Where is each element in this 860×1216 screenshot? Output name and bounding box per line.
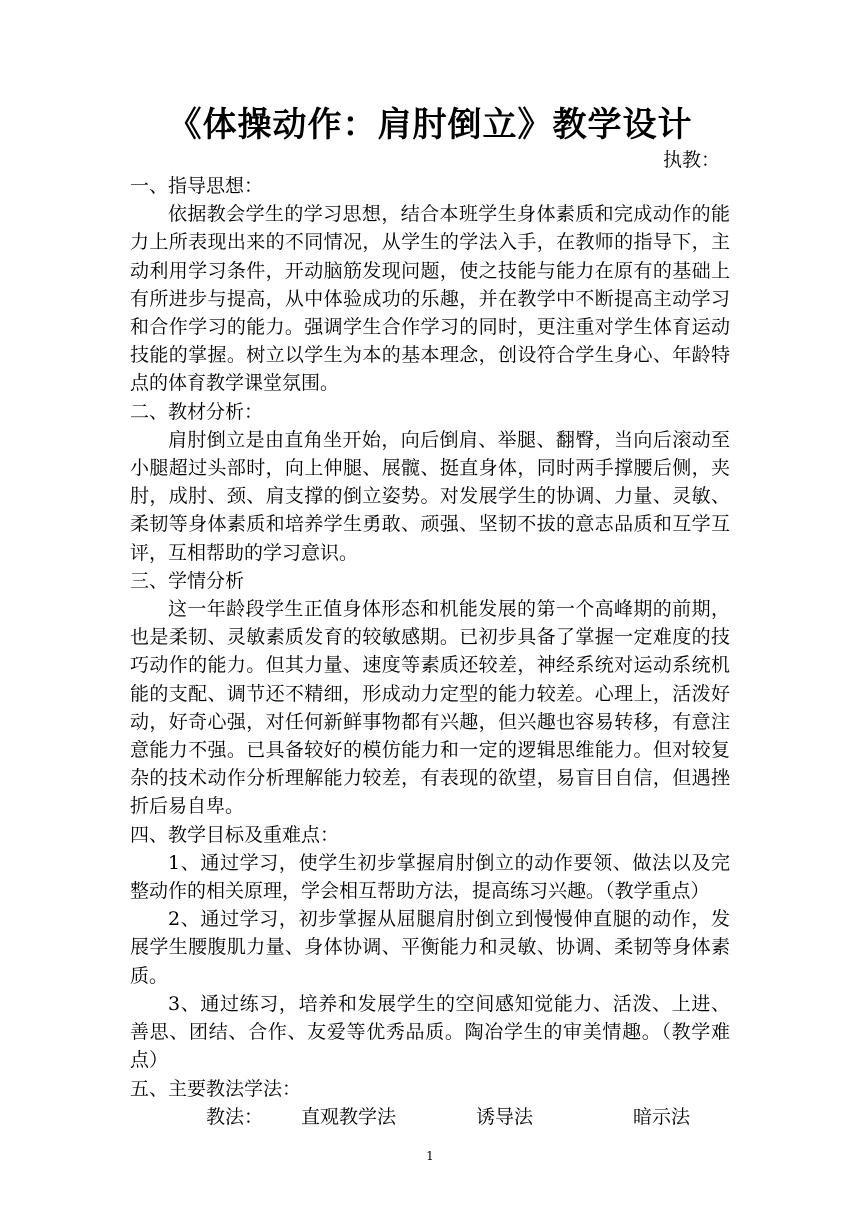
section-heading-material-analysis: 二、教材分析： (130, 400, 264, 423)
method-item: 诱导法 (476, 1105, 534, 1128)
method-item: 暗示法 (633, 1105, 691, 1128)
document-body (130, 172, 730, 1131)
methods-label: 教法： (206, 1105, 264, 1128)
teaching-methods-line (130, 1103, 730, 1131)
goal-item-2: 2、通过学习，初步掌握从屈腿肩肘倒立到慢慢伸直腿的动作，发展学生腰腹肌力量、身体协调、平衡能力和灵敏、协调、柔韧等身体素质。 (130, 908, 730, 987)
paragraph-guiding-ideology: 依据教会学生的学习思想，结合本班学生身体素质和完成动作的能力上所表现出来的不同情况，从学生的学法入手，在教师的指导下，主动利用学习条件，开动脑筋发现问题，使之技能与能力在原有的基础上有所进步与提高，从中体验成功的乐趣，并在教学中不断提高主动学习和合作学习的能力。强调学生合作学习的同时，更注重对学生体育运动技能的掌握。树立以学生为本的基本理念，创设符合学生身心、年龄特点的体育教学课堂氛围。 (130, 203, 730, 395)
goal-item-1: 1、通过学习，使学生初步掌握肩肘倒立的动作要领、做法以及完整动作的相关原理，学会相互帮助方法，提高练习兴趣。（教学重点） (130, 851, 730, 903)
goal-item-3: 3、通过练习，培养和发展学生的空间感知觉能力、活泼、上进、善思、团结、合作、友爱等优秀品质。陶冶学生的审美情趣。（教学难点） (130, 992, 730, 1072)
method-item: 直观教学法 (301, 1105, 397, 1128)
section-heading-teaching-goals: 四、教学目标及重难点： (130, 823, 340, 846)
paragraph-material-analysis: 肩肘倒立是由直角坐开始，向后倒肩、举腿、翻臀，当向后滚动至小腿超过头部时，向上伸腿、展髋、挺直身体，同时两手撑腰后侧，夹肘，成肘、颈、肩支撑的倒立姿势。对发展学生的协调、力量、灵敏、柔韧等身体素质和培养学生勇敢、顽强、坚韧不拔的意志品质和互学互评，互相帮助的学习意识。 (130, 428, 730, 564)
document-title: 《体操动作：肩肘倒立》教学设计 (167, 105, 693, 145)
section-heading-student-analysis: 三、学情分析 (130, 569, 245, 592)
author-label: 执教： (662, 149, 720, 171)
page-number: 1 (426, 1149, 434, 1163)
section-heading-teaching-methods: 五、主要教法学法： (130, 1077, 302, 1100)
section-heading-guiding-ideology: 一、指导思想： (130, 175, 264, 197)
paragraph-student-analysis: 这一年龄段学生正值身体形态和机能发展的第一个高峰期的前期，也是柔韧、灵敏素质发育的较敏感期。已初步具备了掌握一定难度的技巧动作的能力。但其力量、速度等素质还较差，神经系统对运动系统机能的支配、调节还不精细，形成动力定型的能力较差。心理上，活泼好动，好奇心强，对任何新鲜事物都有兴趣，但兴趣也容易转移，有意注意能力不强。已具备较好的模仿能力和一定的逻辑思维能力。但对较复杂的技术动作分析理解能力较差，有表现的欲望，易盲目自信，但遇挫折后易自卑。 (130, 598, 730, 818)
